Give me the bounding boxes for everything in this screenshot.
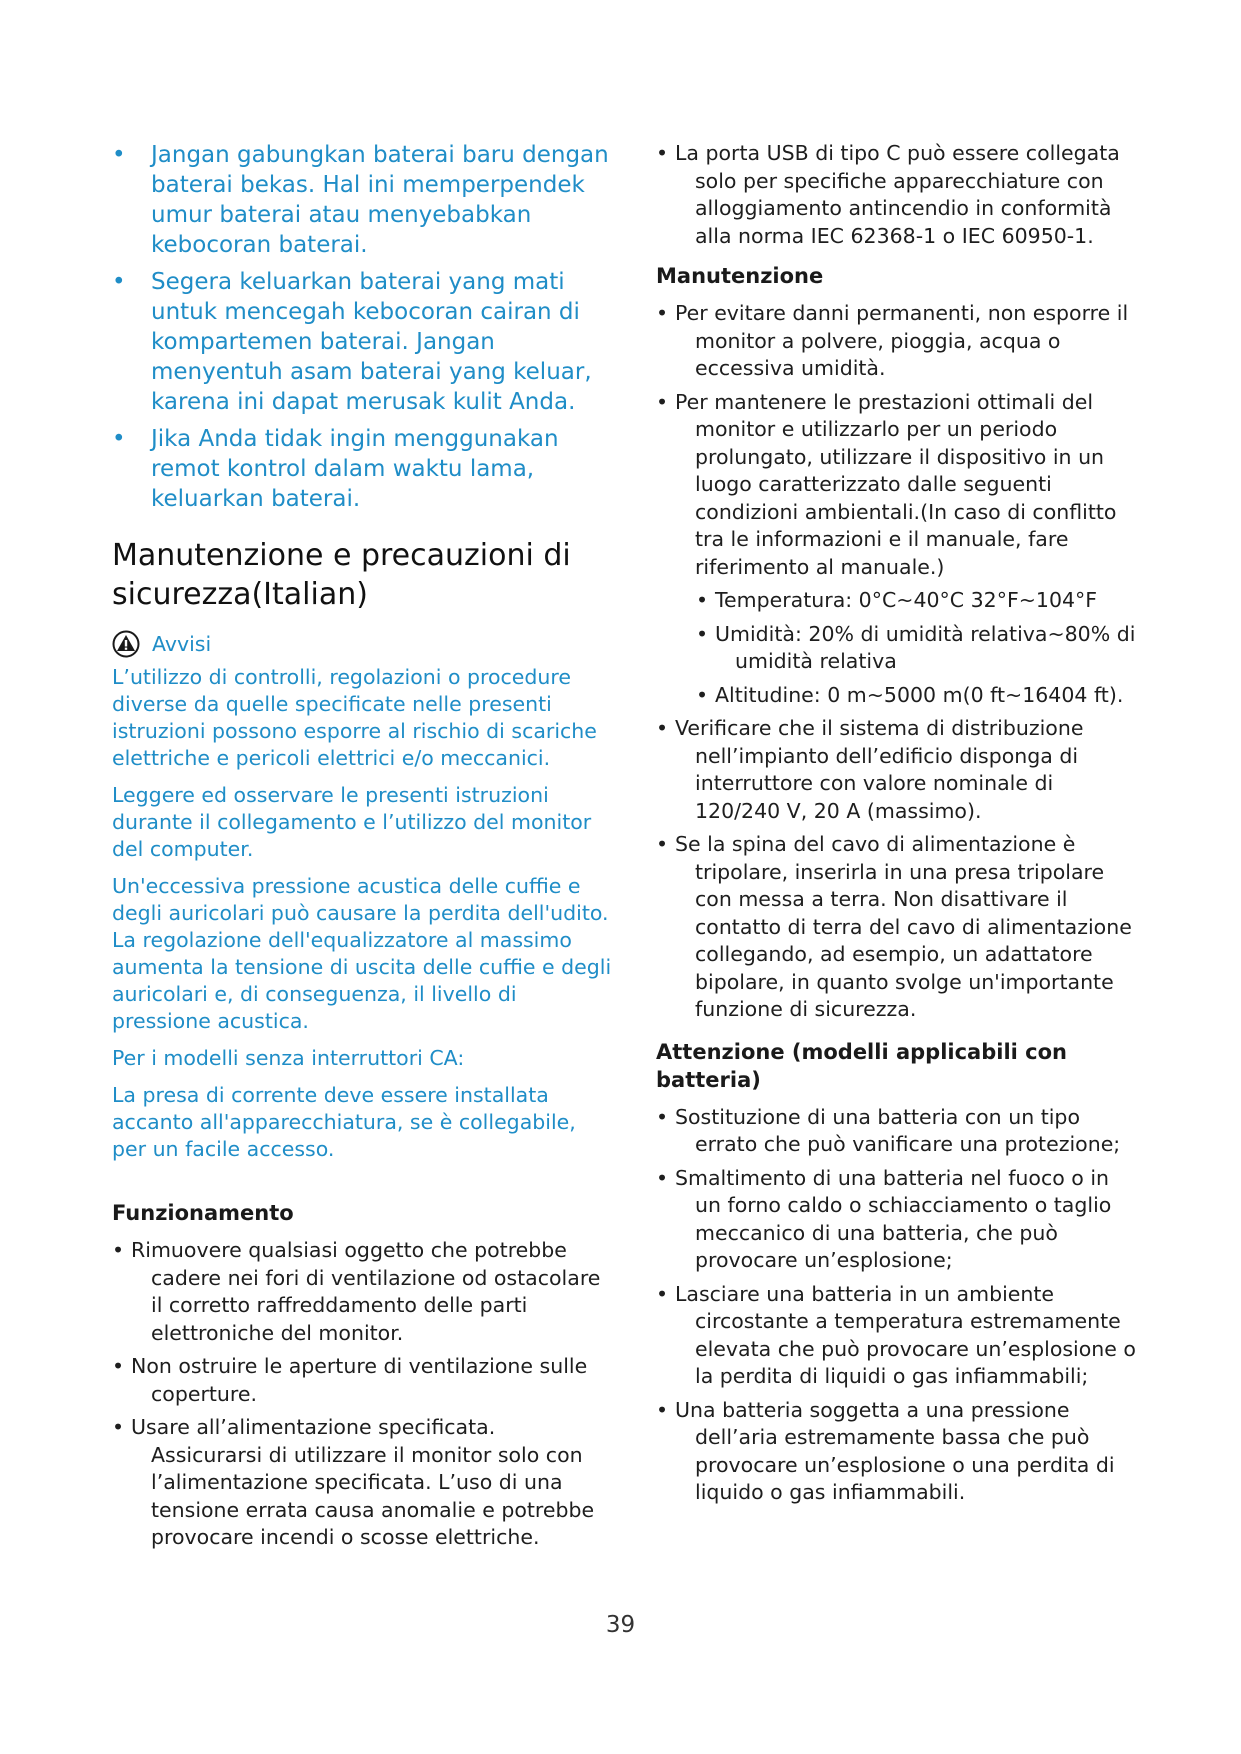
warning-icon <box>112 630 140 658</box>
list-item: • Smaltimento di una batteria nel fuoco o in un forno caldo o schiacciamento o taglio meccanico di una batteria, che può provocare un’esplosione; <box>656 1165 1112 1272</box>
battery-list <box>112 140 612 514</box>
list-item: • Jika Anda tidak ingin menggunakan remot kontrol dalam waktu lama, keluarkan baterai. <box>112 426 559 512</box>
list-item: • Se la spina del cavo di alimentazione è tripolare, inserirla in una presa tripolare con messa a terra. Non disattivare il contatto di terra del cavo di alimentazione collegando, ad esempio, un adattatore bipolare, in quanto svolge un'importante funzione di sicurezza. <box>656 832 1132 1021</box>
attention-list <box>656 1104 1136 1507</box>
left-column <box>112 140 612 1558</box>
operation-list <box>112 1237 612 1552</box>
list-item: • Temperatura: 0°C~40°C 32°F~104°F <box>696 588 1098 612</box>
list-item: • Altitudine: 0 m~5000 m(0 ft~16404 ft). <box>696 682 1124 707</box>
section-title: Manutenzione e precauzioni di sicurezza(Italian) <box>112 538 571 612</box>
warning-heading <box>112 630 612 658</box>
list-item: • Per mantenere le prestazioni ottimali del monitor e utilizzarlo per un periodo prolungato, utilizzare il dispositivo in un luogo caratterizzato dalle seguenti condizioni ambientali.(In caso di conflitto tra le informazioni e il manuale, fare riferimento al manuale.) <box>656 389 1117 579</box>
list-item: • Non ostruire le aperture di ventilazione sulle coperture. <box>112 1354 588 1406</box>
list-item: • Per evitare danni permanenti, non esporre il monitor a polvere, pioggia, acqua o eccessiva umidità. <box>656 301 1129 380</box>
warning-paragraph: La presa di corrente deve essere installata accanto all'apparecchiatura, se è collegabile, per un facile accesso. <box>112 1083 576 1161</box>
list-item: • Verificare che il sistema di distribuzione nell’impianto dell’edificio disponga di interruttore con valore nominale di 120/240 V, 20 A (massimo). <box>656 716 1084 823</box>
warning-paragraph: Per i modelli senza interruttori CA: <box>112 1046 465 1070</box>
warning-paragraph: Un'eccessiva pressione acustica delle cuffie e degli auricolari può causare la perdita dell'udito. La regolazione dell'equalizzatore al massimo aumenta la tensione di uscita delle cuffie e degli auricolari e, di conseguenza, il livello di pressione acustica. <box>112 874 612 1033</box>
list-item: • Jangan gabungkan baterai baru dengan baterai bekas. Hal ini memperpendek umur baterai atau menyebabkan kebocoran baterai. <box>112 142 609 258</box>
operation-title: Funzionamento <box>112 1201 294 1225</box>
warning-label: Avvisi <box>152 632 212 656</box>
list-item: • Usare all’alimentazione specificata. Assicurarsi di utilizzare il monitor solo con l’alimentazione specificata. L’uso di una tensione errata causa anomalie e potrebbe provocare incendi o scosse elettriche. <box>112 1415 595 1549</box>
list-item: • Lasciare una batteria in un ambiente circostante a temperatura estremamente elevata che può provocare un’esplosione o la perdita di liquidi o gas infiammabili; <box>656 1281 1136 1388</box>
warning-paragraph: Leggere ed osservare le presenti istruzioni durante il collegamento e l’utilizzo del monitor del computer. <box>112 783 592 861</box>
list-item: • Segera keluarkan baterai yang mati untuk mencegah kebocoran cairan di kompartemen baterai. Jangan menyentuh asam baterai yang keluar, karena ini dapat merusak kulit Anda. <box>112 269 592 415</box>
list-item: • Rimuovere qualsiasi oggetto che potrebbe cadere nei fori di ventilazione od ostacolare il corretto raffreddamento delle parti elettroniche del monitor. <box>112 1238 601 1345</box>
list-item: • Una batteria soggetta a una pressione dell’aria estremamente bassa che può provocare un’esplosione o una perdita di liquido o gas infiammabili. <box>656 1397 1115 1504</box>
maintenance-list <box>656 300 1136 581</box>
usb-list <box>656 140 1136 250</box>
list-item: • Umidità: 20% di umidità relativa~80% di umidità relativa <box>696 621 1136 673</box>
list-item: • Sostituzione di una batteria con un tipo errato che può vanificare una protezione; <box>656 1104 1121 1156</box>
attention-title: Attenzione (modelli applicabili con batteria) <box>656 1039 1067 1092</box>
warning-paragraph: L’utilizzo di controlli, regolazioni o procedure diverse da quelle specificate nelle presenti istruzioni possono esporre al rischio di scariche elettriche e pericoli elettrici e/o meccanici. <box>112 665 597 770</box>
maintenance-list-2 <box>656 715 1136 1024</box>
right-column <box>656 140 1136 1513</box>
page-number: 39 <box>605 1612 636 1638</box>
maintenance-title: Manutenzione <box>656 264 824 288</box>
list-item: • La porta USB di tipo C può essere collegata solo per specifiche apparecchiature con alloggiamento antincendio in conformità alla norma IEC 62368-1 o IEC 60950-1. <box>656 141 1120 248</box>
environment-list <box>656 587 1136 709</box>
